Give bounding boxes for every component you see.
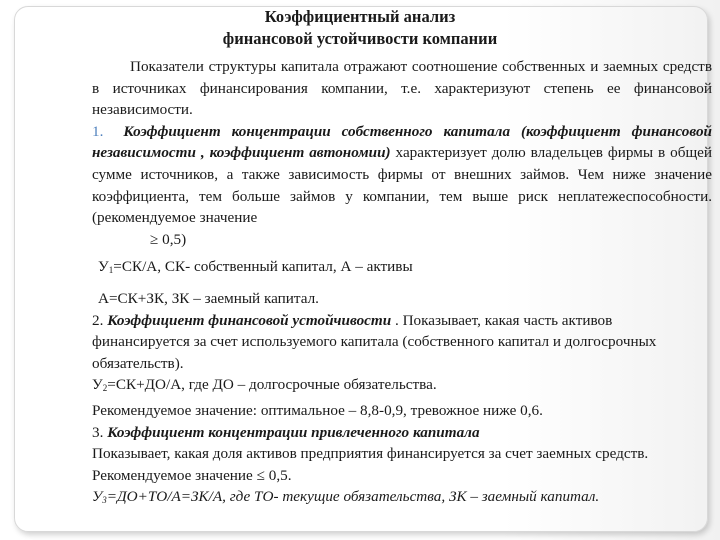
item-1-recommended: ≥ 0,5)	[150, 230, 187, 248]
item-1-formula-prefix: У	[98, 258, 109, 276]
title-line-1: Коэффициентный анализ	[264, 7, 456, 26]
item-1-text: характеризует долю владельцев фирмы в общей сумме источников, а также зависимость фирмы от внешних займов. Чем ниже значение коэффициента, тем больше займов у компании, тем выше риск неплатежеспособности. (рекомендуемое значение	[92, 144, 713, 227]
item-3-formula-prefix: У	[92, 488, 103, 506]
item-3-text: Показывает, какая доля активов предприятия финансируется за счет заемных средств. Рекомендуемое значение ≤ 0,5.	[92, 445, 649, 484]
slide-body	[92, 56, 712, 512]
item-3-formula	[92, 486, 712, 512]
intro-paragraph: Показатели структуры капитала отражают соотношение собственных и заемных средств в источниках финансирования компании, т.е. характеризуют степень ее финансовой независимости.	[92, 58, 712, 119]
item-1-formula-2: А=СК+ЗК, ЗК – заемный капитал.	[98, 289, 319, 307]
item-1-formula-rest: =СК/А, СК- собственный капитал, А – активы	[113, 258, 413, 276]
item-1-number: 1.	[92, 122, 104, 140]
item-2-recommended: Рекомендуемое значение: оптимальное – 8,8-0,9, тревожное ниже 0,6.	[92, 401, 543, 419]
item-1-heading: Коэффициент концентрации собственного капитала (коэффициент финансовой независимости , коэффициент автономии)	[92, 122, 712, 162]
item-1-formula	[92, 256, 712, 282]
item-3-heading-line	[92, 422, 712, 444]
item-3-number: 3.	[92, 423, 104, 441]
item-1-formula-sub: 1	[108, 265, 114, 276]
item-3-formula-sub: 3	[102, 495, 107, 506]
item-2-text: . Показывает, какая часть активов финансируется за счет используемого капитала (собственного капитал и долгосрочных обязательств).	[92, 311, 657, 372]
item-2-heading: Коэффициент финансовой устойчивости	[103, 311, 392, 329]
item-2-paragraph	[92, 310, 712, 375]
item-2-formula-sub: 2	[102, 383, 108, 394]
title-line-2: финансовой устойчивости компании	[222, 29, 498, 48]
item-2-number: 2.	[92, 311, 104, 329]
item-1-paragraph	[92, 121, 712, 229]
item-3-formula-rest: =ДО+ТО/А=ЗК/А, где ТО- текущие обязательства, ЗК – заемный капитал.	[106, 488, 600, 506]
item-2-formula-rest: =СК+ДО/А, где ДО – долгосрочные обязательства.	[107, 376, 437, 394]
item-2-formula	[92, 374, 712, 400]
slide-title	[0, 6, 720, 50]
item-2-formula-prefix: У	[92, 376, 103, 394]
item-3-heading: Коэффициент концентрации привлеченного капитала	[103, 423, 480, 441]
